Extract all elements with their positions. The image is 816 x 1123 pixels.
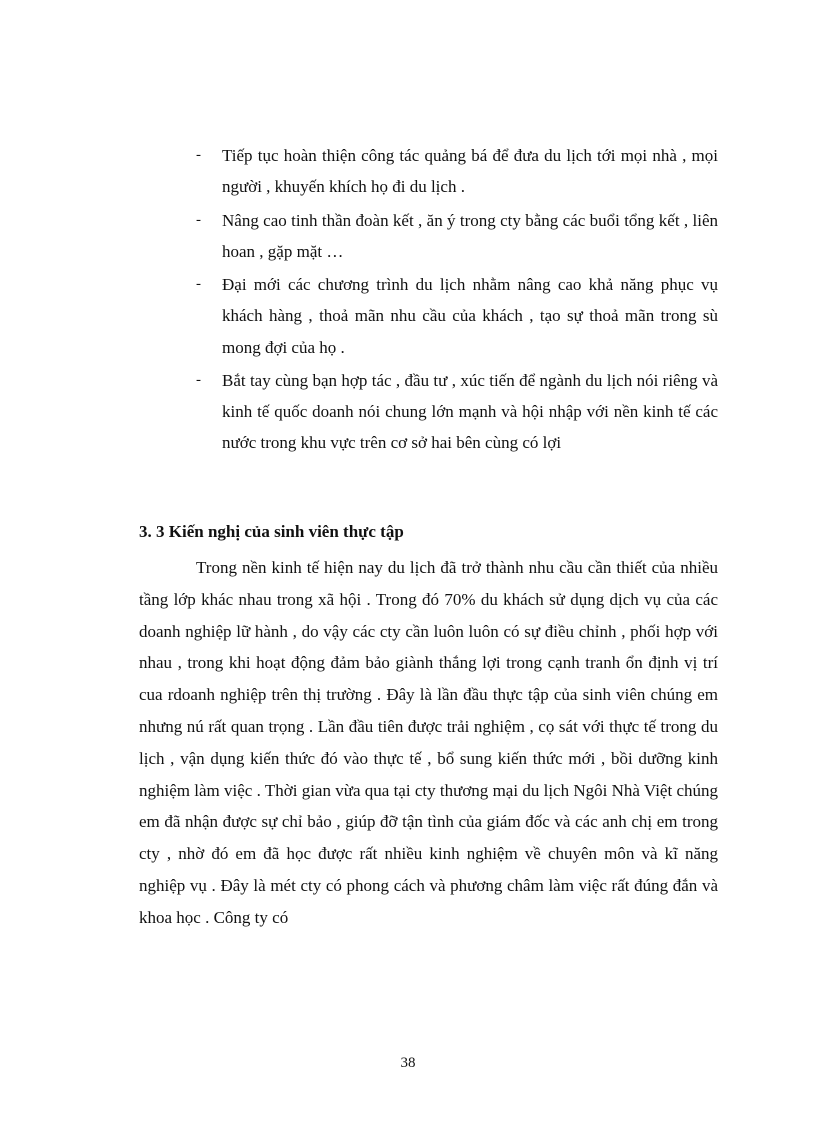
- list-item: [196, 365, 718, 459]
- bullet-marker: -: [196, 276, 201, 293]
- bullet-marker: -: [196, 371, 201, 388]
- bullet-text: Tiếp tục hoàn thiện công tác quảng bá để đưa du lịch tới mọi nhà , mọi người , khuyến khích họ đi du lịch .: [222, 146, 718, 197]
- bullet-marker: -: [196, 147, 201, 163]
- body-paragraph: Trong nền kinh tế hiện nay du lịch đã trở thành nhu cầu cần thiết của nhiều tầng lớp khác nhau trong xã hội . Trong đó 70% du khách sử dụng dịch vụ của các doanh nghiệp lữ hành , do vậy các cty cần luôn luôn có sự điều chỉnh , phối hợp với nhau , trong khi hoạt động đảm bảo giành thắng lợi trong cạnh tranh ổn định vị trí cua rdoanh nghiệp trên thị trường . Đây là lần đầu thực tập của sinh viên chúng em nhưng nú rất quan trọng . Lần đầu tiên được trải nghiệm , cọ sát với thực tế trong du lịch , vận dụng kiến thức đó vào thực tế , bổ sung kiến thức mới , bồi dưỡng kinh nghiệm làm việc . Thời gian vừa qua tại cty thương mại du lịch Ngôi Nhà Việt chúng em đã nhận được sự chỉ bảo , giúp đỡ tận tình của giám đốc và các anh chị em trong cty , nhờ đó em đã học được rất nhiều kinh nghiệm về chuyên môn và kĩ năng nghiệp vụ . Đây là mét cty có phong cách và phương châm làm việc rất đúng đắn và khoa học . Công ty có: [139, 558, 718, 927]
- bullet-text: Đại mới các chương trình du lịch nhằm nâng cao khả năng phục vụ khách hàng , thoả mãn nhu cầu của khách , tạo sự thoả mãn trong sù mong đợi của họ .: [222, 275, 718, 357]
- page-number: 38: [400, 1055, 416, 1071]
- section-heading: 3. 3 Kiến nghị của sinh viên thực tập: [139, 522, 404, 541]
- bullet-text: Bắt tay cùng bạn hợp tác , đầu tư , xúc tiến để ngành du lịch nói riêng và kinh tế quốc doanh nói chung lớn mạnh và hội nhập với nền kinh tế các nước trong khu vực trên cơ sở hai bên cùng có lợi: [222, 370, 718, 453]
- list-item: [196, 269, 718, 363]
- bullet-text: Nâng cao tinh thần đoàn kết , ăn ý trong cty bằng các buổi tổng kết , liên hoan , gặp mặt …: [222, 210, 718, 261]
- bullet-list: [196, 140, 718, 461]
- list-item: [196, 205, 718, 267]
- bullet-marker: -: [196, 211, 201, 228]
- list-item: [196, 140, 718, 202]
